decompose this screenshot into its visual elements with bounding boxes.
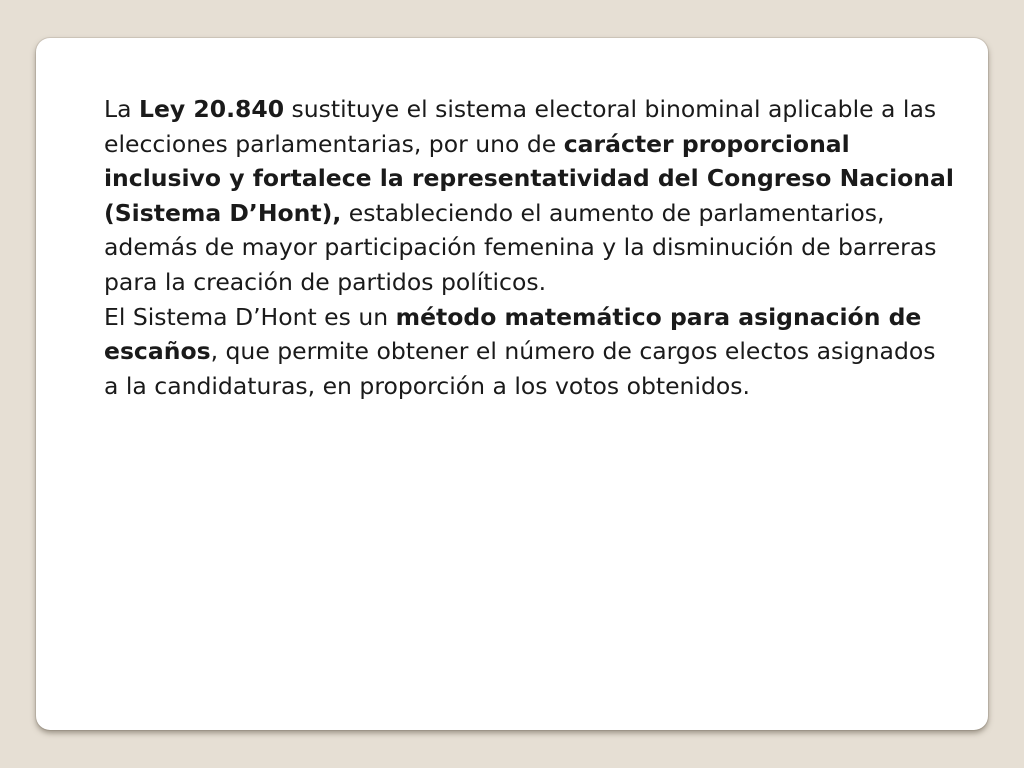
text-run: El Sistema D’Hont es un [104,302,396,331]
paragraph-sistema-dhont [104,300,954,404]
text-run: estableciendo el aumento de parlamentarios, además de mayor participación femenina y la disminución de barreras para la creación de partidos políticos. [104,198,937,296]
slide-text [104,92,954,403]
text-run: sustituye el sistema electoral binominal aplicable a las elecciones parlamentarias, por uno de [104,95,937,158]
text-run: , que permite obtener el número de cargos electos asignados a la candidaturas, en proporción a los votos obtenidos. [104,337,936,400]
paragraph-ley-20840 [104,92,954,300]
bold-run-ley-number: Ley 20.840 [138,95,285,123]
text-run: La [104,95,139,123]
bold-run-metodo-matematico: método matemático para asignación de escaños [104,302,922,366]
bold-run-proporcional: carácter proporcional inclusivo y fortalece la representatividad del Congreso Nacional (Sistema D’Hont), [104,129,954,227]
